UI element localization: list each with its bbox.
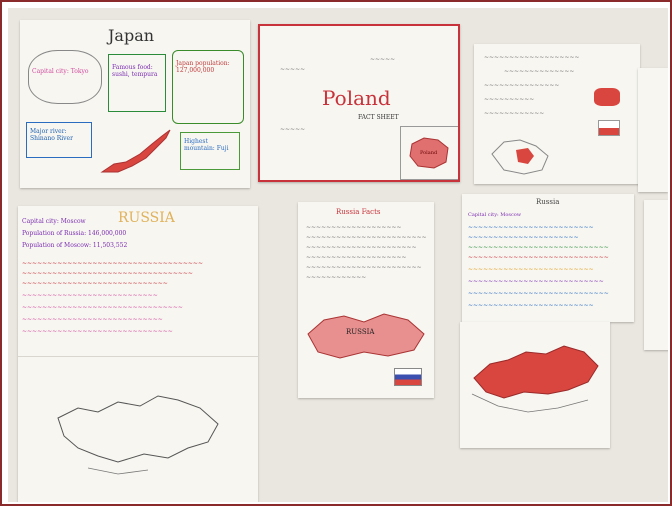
russia-left-capital: Capital city: Moscow (22, 218, 86, 225)
text-line: ~~~~~~~~~~~~~~~~~~~~~~~ (306, 264, 422, 271)
russia-left-poster (18, 206, 258, 502)
russia-center-title: Russia Facts (336, 208, 381, 216)
text-line: ~~~~~~~~~~~~~~ (504, 68, 575, 75)
russia-red-map (468, 334, 602, 424)
text-line: ~~~~~~~~~~~~~~~~~~~~~~~~~~~~ (468, 254, 609, 261)
text-line: ~~~~~~~~~~~~~~~~~~~~~~~~ (306, 234, 427, 241)
japan-title: Japan (108, 26, 155, 45)
text-line: ~~~~~~~~~~~~ (484, 110, 545, 117)
japan-mountain: Highest mountain: Fuji (184, 138, 229, 152)
poland-mini-map (594, 88, 620, 106)
text-line: ~~~~~~~~~~~~~~~~~~~~~~ (306, 244, 417, 251)
text-line: ~~~~~~~~~~~~~~~~~~~~~~~~~~~~ (468, 244, 609, 251)
poland-note: ~~~~~ (280, 66, 306, 73)
japan-capital: Capital city: Tokyo (32, 68, 89, 75)
poland-map-label: Poland (420, 150, 438, 156)
russia-flag (394, 368, 422, 386)
poland-text-poster (474, 44, 640, 184)
russia-right-capital: Capital city: Moscow (468, 212, 522, 218)
text-line: ~~~~~~~~~~~~~~~~~~~~~~ (468, 234, 579, 241)
russia-left-title: RUSSIA (118, 210, 175, 226)
wall (8, 8, 668, 502)
edge-poster-top (638, 68, 668, 192)
text-line: ~~~~~~~~~~~~~~~~~~~~~~~~~ (468, 224, 594, 231)
russia-center-map-label: RUSSIA (346, 328, 375, 336)
text-line: ~~~~~~~~~~~~~~~~~~~~~~~~~~~~ (468, 290, 609, 297)
poland-poster (258, 24, 460, 182)
text-line: ~~~~~~~~~~~~~~~~~~~~~~~~~~~ (468, 278, 604, 285)
text-line: ~~~~~~~~~~~~~~~~~~~~~~~~~~~~~~~~~~~~ (22, 260, 203, 267)
text-line: ~~~~~~~~~~~~~~~~~~~ (484, 54, 580, 61)
text-line: ~~~~~~~~~~~~~~~~~~~~~~~~~~~~~ (22, 280, 168, 287)
europe-map-drawing (488, 134, 558, 178)
text-line: ~~~~~~~~~~~~~~~~~~~~~~~~~ (468, 266, 594, 273)
text-line: ~~~~~~~~~~~~~~~~~~~~~~~~~~~~~~~~ (22, 304, 183, 311)
poland-note: ~~~~~ (370, 56, 396, 63)
text-line: ~~~~~~~~~~~~~~~~~~~ (306, 224, 402, 231)
text-line: ~~~~~~~~~~~~ (306, 274, 367, 281)
japan-population: Japan population: 127,000,000 (176, 60, 230, 74)
russia-outline-map (48, 378, 228, 488)
japan-map-drawing (96, 124, 176, 180)
text-line: ~~~~~~~~~~~~~~~~~~~~~~~~~~~~~~ (22, 328, 173, 335)
russia-pop: Population of Russia: 146,000,000 (22, 230, 127, 237)
russia-center-map (304, 306, 428, 366)
russia-map-poster (460, 322, 610, 448)
edge-poster-bottom (644, 200, 668, 350)
poland-flag (598, 120, 620, 136)
japan-foods: Famous food: sushi, tempura (112, 64, 158, 78)
food-box (108, 54, 166, 112)
poster-seam (18, 356, 258, 357)
moscow-pop: Population of Moscow: 11,503,552 (22, 242, 128, 249)
text-line: ~~~~~~~~~~~~~~~~~~~~~~~~~~~~ (22, 316, 163, 323)
russia-right-title: Russia (536, 198, 560, 206)
text-line: ~~~~~~~~~~~~~~~~~~~~~~~~~~~ (22, 292, 158, 299)
poland-subtitle: FACT SHEET (358, 114, 399, 121)
japan-poster (20, 20, 250, 188)
text-line: ~~~~~~~~~~~~~~~~~~~~~~~~~~~~~~~~~~ (22, 270, 193, 277)
text-line: ~~~~~~~~~~ (484, 96, 535, 103)
russia-right-poster (462, 194, 634, 322)
text-line: ~~~~~~~~~~~~~~~~~~~~~~~~~ (468, 302, 594, 309)
japan-river: Major river: Shinano River (30, 128, 73, 142)
poland-note: ~~~~~ (280, 126, 306, 133)
text-line: ~~~~~~~~~~~~~~~ (484, 82, 560, 89)
capital-cloud (28, 50, 102, 104)
poland-title: Poland (322, 86, 391, 110)
text-line: ~~~~~~~~~~~~~~~~~~~~ (306, 254, 407, 261)
russia-center-poster (298, 202, 434, 398)
